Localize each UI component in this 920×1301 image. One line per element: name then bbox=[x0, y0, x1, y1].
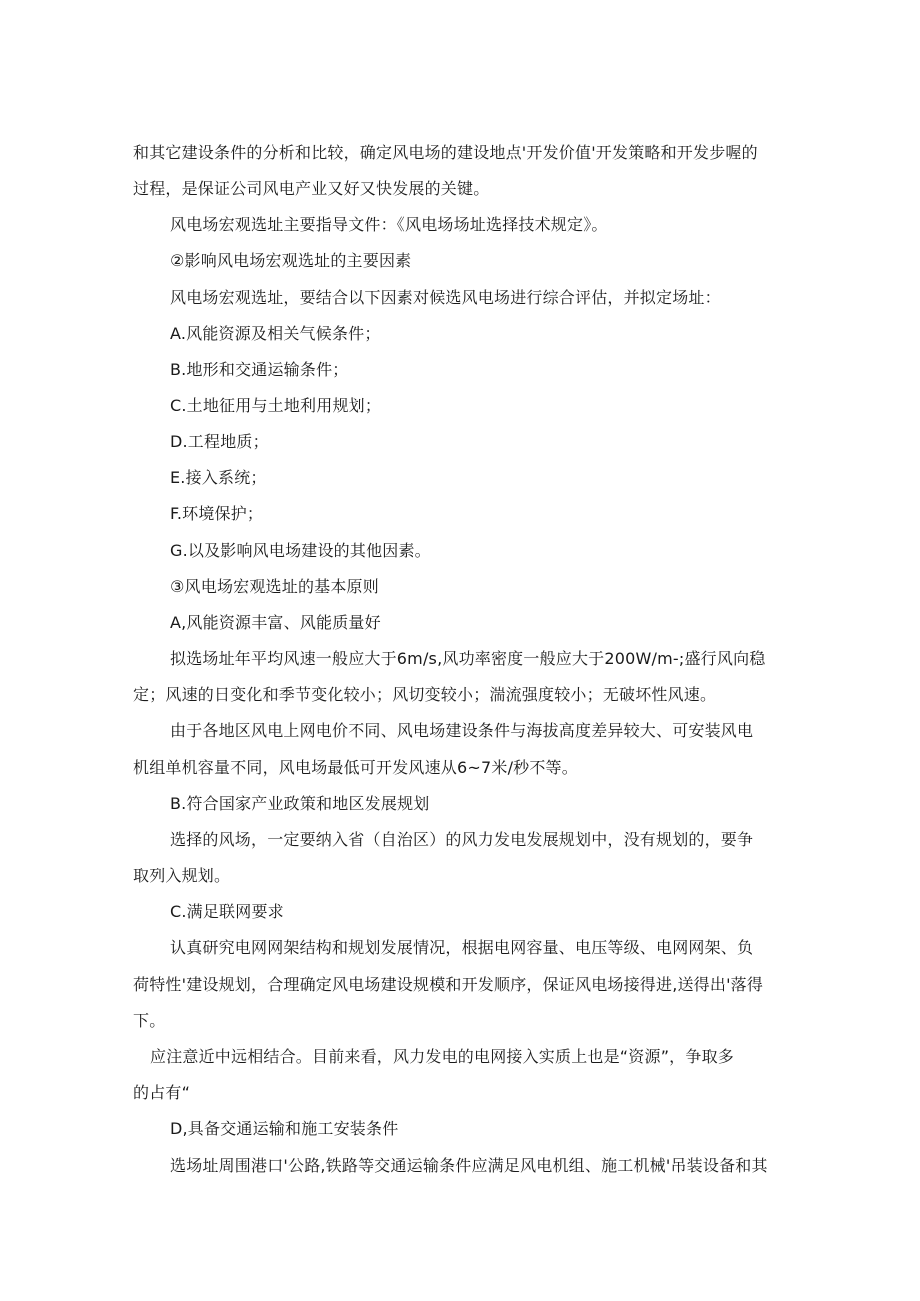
list-item-e: E.接入系统； bbox=[170, 468, 267, 487]
text-line-27: 的占有“ bbox=[133, 1083, 191, 1102]
list-item-a: A.风能资源及相关气候条件； bbox=[170, 324, 381, 343]
principle-d-heading: D,具备交通运输和施工安装条件 bbox=[170, 1119, 399, 1138]
text-line-2: 过程，是保证公司风电产业又好又快发展的关键。 bbox=[133, 179, 490, 198]
text-line-16: 定；风速的日变化和季节变化较小；风切变较小；湍流强度较小；无破坏性风速。 bbox=[133, 685, 717, 704]
text-line-29: 选场址周围港口'公路,铁路等交通运输条件应满足风电机组、施工机械'吊装设备和其 bbox=[170, 1156, 768, 1175]
text-line-21: 取列入规划。 bbox=[133, 866, 231, 885]
text-line-20: 选择的风场，一定要纳入省（自治区）的风力发电发展规划中，没有规划的，要争 bbox=[170, 830, 754, 849]
text-line-24: 荷特性'建设规划，合理确定风电场建设规模和开发顺序，保证风电场接得进,送得出'落得 bbox=[133, 975, 764, 994]
text-line-1: 和其它建设条件的分析和比较，确定风电场的建设地点'开发价值'开发策略和开发步喔的 bbox=[133, 143, 758, 162]
text-line-18: 机组单机容量不同，风电场最低可开发风速从6~7米/秒不等。 bbox=[133, 758, 578, 777]
section-heading-factors: ②影响风电场宏观选址的主要因素 bbox=[170, 251, 412, 270]
text-line-15: 拟选场址年平均风速一般应大于6m/s,风功率密度一般应大于200W/m-;盛行风向稳 bbox=[170, 649, 766, 668]
principle-a-heading: A,风能资源丰富、风能质量好 bbox=[170, 613, 381, 632]
text-line-23: 认真研究电网网架结构和规划发展情况，根据电网容量、电压等级、电网网架、负 bbox=[170, 938, 754, 957]
text-line-3: 风电场宏观选址主要指导文件：《风电场场址选择技术规定》。 bbox=[170, 215, 608, 234]
principle-b-heading: B.符合国家产业政策和地区发展规划 bbox=[170, 794, 430, 813]
list-item-d: D.工程地质； bbox=[170, 432, 269, 451]
list-item-c: C.土地征用与土地利用规划； bbox=[170, 396, 382, 415]
list-item-g: G.以及影响风电场建设的其他因素。 bbox=[170, 541, 431, 560]
section-heading-principles: ③风电场宏观选址的基本原则 bbox=[170, 577, 379, 596]
text-line-5: 风电场宏观选址，要结合以下因素对候选风电场进行综合评估，并拟定场址： bbox=[170, 288, 721, 307]
text-line-25: 下。 bbox=[133, 1011, 166, 1030]
text-line-26: 应注意近中远相结合。目前来看，风力发电的电网接入实质上也是“资源”，争取多 bbox=[150, 1047, 734, 1066]
principle-c-heading: C.满足联网要求 bbox=[170, 902, 284, 921]
list-item-f: F.环境保护； bbox=[170, 504, 264, 523]
text-line-17: 由于各地区风电上网电价不同、风电场建设条件与海拔高度差异较大、可安装风电 bbox=[170, 721, 754, 740]
list-item-b: B.地形和交通运输条件； bbox=[170, 360, 349, 379]
